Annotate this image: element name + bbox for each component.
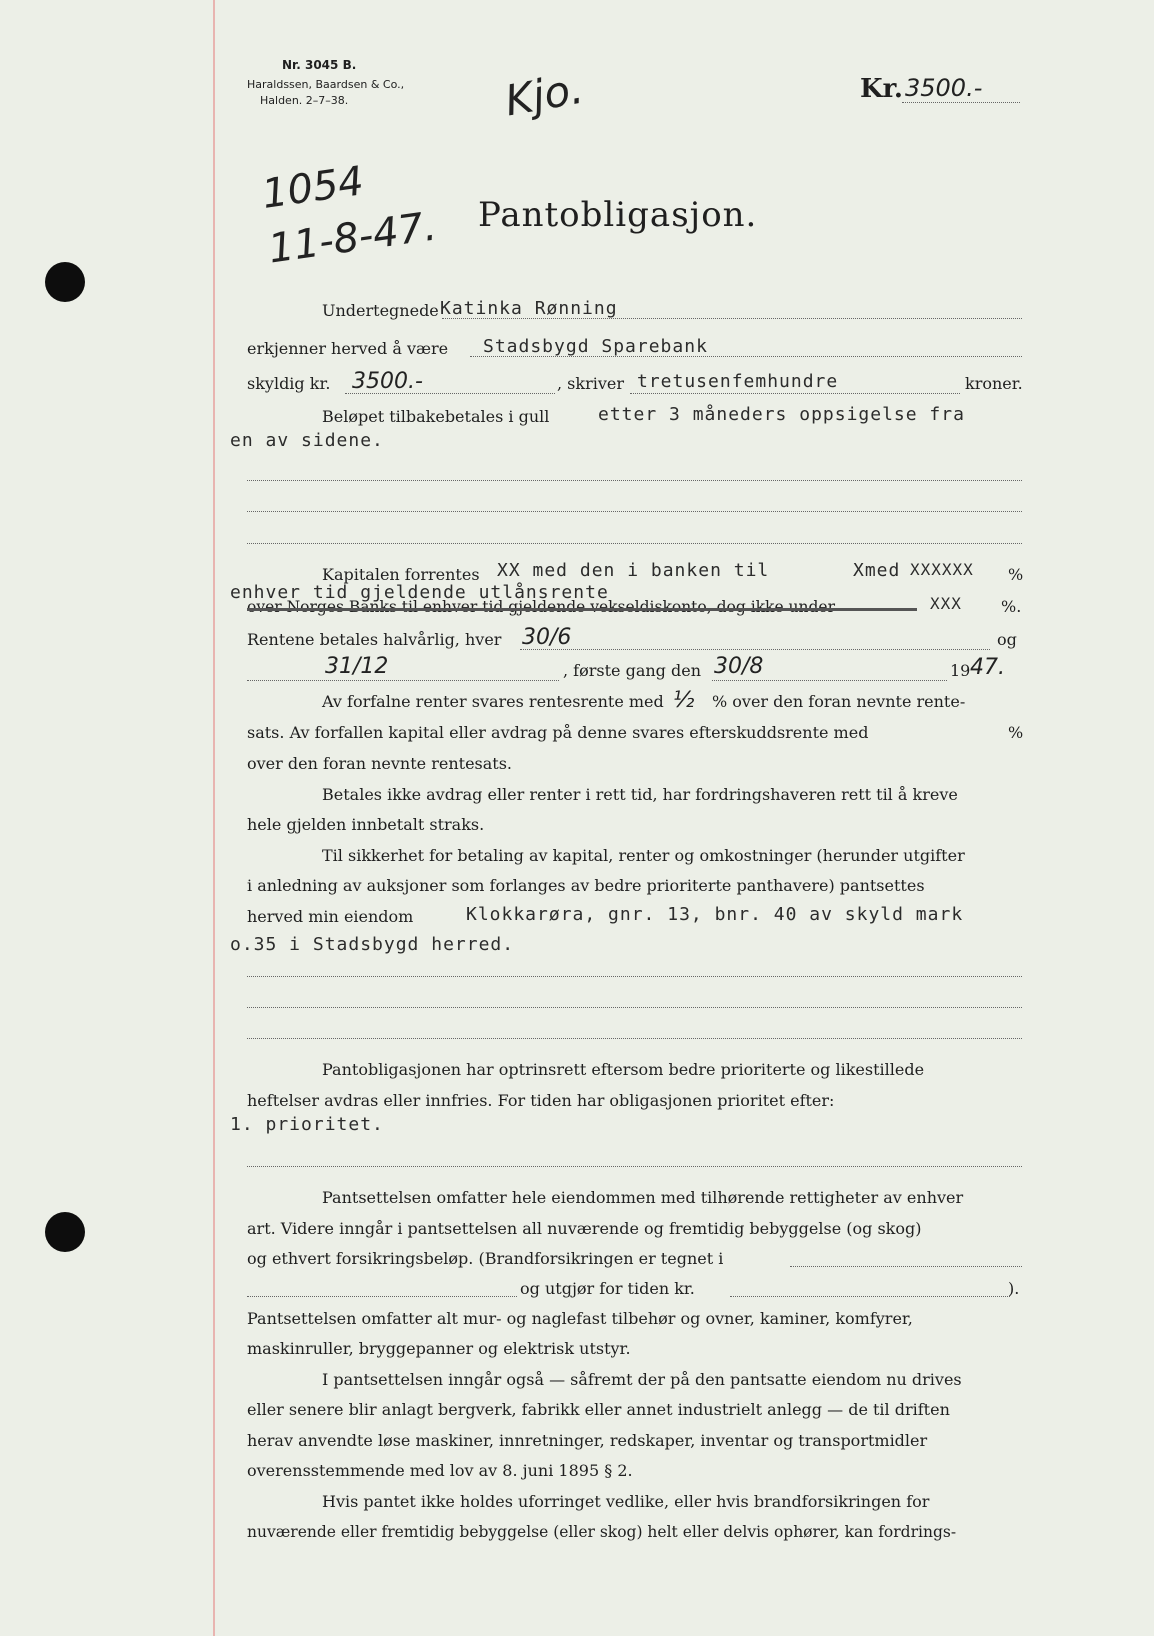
p1-text: % over den foran nevnte rente- (712, 692, 966, 711)
punch-hole (45, 262, 85, 302)
belopet-label: Beløpet tilbakebetales i gull (322, 407, 550, 426)
p7-text: eller senere blir anlagt bergverk, fabrikk eller annet industrielt anlegg — de til driften (247, 1400, 950, 1419)
p8-text: nuværende eller fremtidig bebyggelse (eller skog) helt eller delvis ophører, kan fordrings- (247, 1523, 957, 1541)
p4-text: heftelser avdras eller innfries. For tiden har obligasjonen prioritet efter: (247, 1091, 835, 1110)
repayment-terms-2: en av sidene. (230, 430, 384, 451)
kroner-label: kroner. (965, 374, 1023, 393)
rule (247, 511, 1022, 512)
rule (247, 1038, 1022, 1039)
rule (247, 1296, 517, 1297)
year-value: 47. (970, 655, 1005, 680)
margin-line (213, 0, 215, 1636)
struck-xs: XXX (930, 594, 962, 613)
handwritten-date: 11-8-47. (265, 203, 440, 273)
p2-text: hele gjelden innbetalt straks. (247, 815, 485, 834)
p2-text: Betales ikke avdrag eller renter i rett tid, har fordringshaveren rett til å kreve (322, 785, 958, 804)
rule (520, 649, 990, 650)
debtor-name: Katinka Rønning (440, 298, 618, 319)
handwritten-reference: 1054 (259, 158, 367, 218)
p3-text: i anledning av auksjoner som forlanges av bedre prioriterte panthavere) pantsettes (247, 876, 925, 895)
p8-text: Hvis pantet ikke holdes uforringet vedlike, eller hvis brandforsikringen for (322, 1492, 930, 1511)
interest-terms-1: XX med den i banken til (497, 560, 770, 581)
p1-text: over den foran nevnte rentesats. (247, 754, 513, 773)
percent-sign: % (1008, 723, 1024, 742)
rule (247, 543, 1022, 544)
interest-date-2: 31/12 (325, 654, 389, 679)
first-payment-date: 30/8 (714, 654, 764, 679)
norges-bank-text: over Norges Banks til enhver tid gjeldende vekseldiskonto, dog ikke under (247, 598, 836, 616)
rentesrente-value: ½ (673, 688, 695, 713)
p5-text: art. Videre inngår i pantsettelsen all nuværende og fremtidig bebyggelse (og skog) (247, 1219, 922, 1238)
rule (247, 1166, 1022, 1167)
creditor-name: Stadsbygd Sparebank (483, 336, 708, 357)
rule (247, 976, 1022, 977)
rule (470, 356, 1022, 357)
p1-text: Av forfalne renter svares rentesrente med (322, 692, 664, 711)
handwritten-mark: Kjo. (501, 63, 587, 126)
property-description-1: Klokkarøra, gnr. 13, bnr. 40 av skyld mark (466, 904, 964, 925)
struck-xs: XXXXXX (910, 560, 974, 579)
rule (247, 480, 1022, 481)
printer-name: Haraldssen, Baardsen & Co., (247, 78, 405, 91)
repayment-terms-1: etter 3 måneders oppsigelse fra (598, 404, 965, 425)
rule (630, 393, 960, 394)
skyldig-label: skyldig kr. (247, 374, 331, 393)
rule (247, 680, 559, 681)
amount-label: Kr. (860, 74, 903, 104)
form-number: Nr. 3045 B. (282, 58, 357, 72)
kapitalen-label: Kapitalen forrentes (322, 565, 480, 584)
rule (345, 393, 555, 394)
rentene-label: Rentene betales halvårlig, hver (247, 630, 502, 649)
document-title: Pantobligasjon. (478, 195, 758, 235)
p5-text: ). (1008, 1279, 1020, 1298)
undertegnede-label: Undertegnede (322, 301, 439, 320)
p7-text: I pantsettelsen inngår også — såfremt der på den pantsatte eiendom nu drives (322, 1370, 962, 1389)
p5-text: og ethvert forsikringsbeløp. (Brandforsikringen er tegnet i (247, 1249, 724, 1268)
printer-place: Halden. 2–7–38. (260, 94, 349, 107)
amount-rule (902, 102, 1020, 103)
amount-in-words: tretusenfemhundre (637, 371, 839, 392)
skyldig-amount: 3500.- (352, 369, 423, 394)
xmed-typed: Xmed (853, 560, 901, 581)
og-label: og (997, 630, 1017, 649)
punch-hole (45, 1212, 85, 1252)
rule (730, 1296, 1010, 1297)
priority-value: 1. prioritet. (230, 1114, 384, 1135)
rule (712, 680, 947, 681)
p1-text: sats. Av forfallen kapital eller avdrag på denne svares efterskuddsrente med (247, 723, 869, 742)
interest-terms-2: enhver tid gjeldende utlånsrente (230, 582, 609, 603)
p6-text: maskinruller, bryggepanner og elektrisk utstyr. (247, 1339, 631, 1358)
forste-gang-label: , første gang den (563, 661, 701, 680)
skriver-label: , skriver (557, 374, 624, 393)
p7-text: overensstemmende med lov av 8. juni 1895 § 2. (247, 1461, 633, 1480)
p4-text: Pantobligasjonen har optrinsrett eftersom bedre prioriterte og likestillede (322, 1060, 925, 1079)
rule (790, 1266, 1022, 1267)
erkjenner-label: erkjenner herved å være (247, 339, 449, 358)
amount-value: 3500.- (905, 74, 983, 102)
p3-text: herved min eiendom (247, 907, 414, 926)
rule (442, 318, 1022, 319)
percent-sign: % (1008, 565, 1024, 584)
rule (247, 1007, 1022, 1008)
p6-text: Pantsettelsen omfatter alt mur- og naglefast tilbehør og ovner, kaminer, komfyrer, (247, 1309, 913, 1328)
p5-text: Pantsettelsen omfatter hele eiendommen med tilhørende rettigheter av enhver (322, 1188, 964, 1207)
year-prefix: 19 (950, 661, 971, 680)
strikethrough-line (247, 608, 917, 611)
interest-date-1: 30/6 (522, 625, 572, 650)
property-description-2: o.35 i Stadsbygd herred. (230, 934, 515, 955)
p5-text: og utgjør for tiden kr. (520, 1279, 695, 1298)
p7-text: herav anvendte løse maskiner, innretninger, redskaper, inventar og transportmidler (247, 1431, 928, 1450)
percent-sign: %. (1001, 597, 1022, 616)
p3-text: Til sikkerhet for betaling av kapital, renter og omkostninger (herunder utgifter (322, 846, 965, 865)
